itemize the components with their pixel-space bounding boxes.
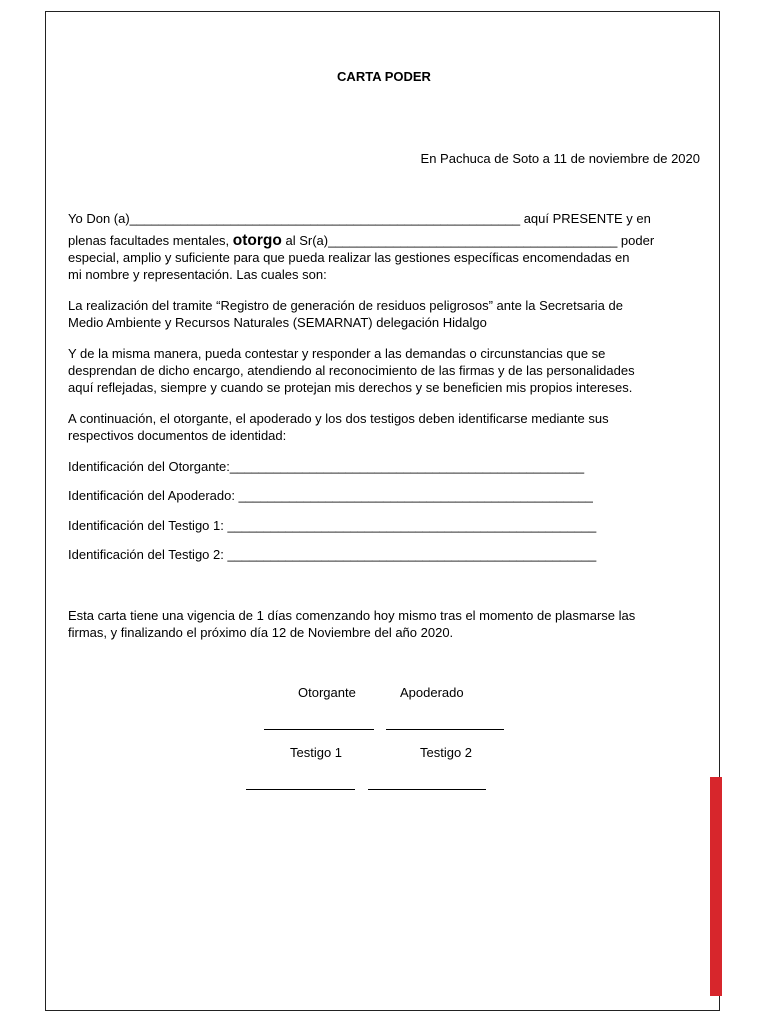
signature-label-testigo-2: Testigo 2 <box>420 745 473 760</box>
field-id-otorgante: Identificación del Otorgante:_________________________________________________ <box>68 459 585 474</box>
grantor-label: Yo Don (a) <box>68 211 130 226</box>
paragraph-procedure <box>68 297 708 331</box>
paragraph-manner-line-1: Y de la misma manera, pueda contestar y responder a las demandas o circunstancias que se <box>68 346 606 361</box>
signature-line-otorgante <box>264 729 374 730</box>
date-line: En Pachuca de Soto a 11 de noviembre de 2020 <box>420 151 700 166</box>
paragraph-manner-line-3: aquí reflejadas, siempre y cuando se protejan mis derechos y se beneficien mis propios intereses. <box>68 380 633 395</box>
signature-label-testigo-1: Testigo 1 <box>290 745 343 760</box>
signature-label-otorgante: Otorgante <box>298 685 356 700</box>
paragraph-validity <box>68 607 708 641</box>
signature-line-testigo-1 <box>246 789 355 790</box>
paragraph-validity-line-2: firmas, y finalizando el próximo día 12 de Noviembre del año 2020. <box>68 625 454 640</box>
field-id-testigo-1: Identificación del Testigo 1: ___________________________________________________ <box>68 518 597 533</box>
paragraph-grant-line-4: mi nombre y representación. Las cuales son: <box>68 267 327 282</box>
otorgo-word: otorgo <box>232 232 282 249</box>
paragraph-manner <box>68 345 708 396</box>
paragraph-grant <box>68 210 708 283</box>
attorney-blank-line: ________________________________________ <box>328 233 618 248</box>
signature-label-apoderado: Apoderado <box>400 685 464 700</box>
field-id-testigo-2: Identificación del Testigo 2: ___________________________________________________ <box>68 547 597 562</box>
paragraph-identification-line-1: A continuación, el otorgante, el apoderado y los dos testigos deben identificarse mediante sus <box>68 411 609 426</box>
grantor-blank-line: ______________________________________________________ <box>129 211 521 226</box>
present-text: aquí PRESENTE y en <box>520 211 651 226</box>
attorney-label: al Sr(a) <box>281 233 329 248</box>
paragraph-grant-line-2 <box>68 232 708 249</box>
document-title: CARTA PODER <box>337 69 431 84</box>
paragraph-identification <box>68 410 708 444</box>
red-accent-bar <box>710 777 722 996</box>
paragraph-identification-line-2: respectivos documentos de identidad: <box>68 428 287 443</box>
poder-text: poder <box>617 233 655 248</box>
faculties-text: plenas facultades mentales, <box>68 233 233 248</box>
field-id-apoderado: Identificación del Apoderado: _________________________________________________ <box>68 488 593 503</box>
paragraph-grant-line-1 <box>68 210 708 227</box>
paragraph-manner-line-2: desprendan de dicho encargo, atendiendo al reconocimiento de las firmas y de las personalidades <box>68 363 635 378</box>
paragraph-procedure-line-2: Medio Ambiente y Recursos Naturales (SEMARNAT) delegación Hidalgo <box>68 315 487 330</box>
paragraph-grant-line-3: especial, amplio y suficiente para que pueda realizar las gestiones específicas encomendadas en <box>68 250 630 265</box>
signature-line-testigo-2 <box>368 789 486 790</box>
paragraph-procedure-line-1: La realización del tramite “Registro de generación de residuos peligrosos” ante la Secretsaria de <box>68 298 623 313</box>
paragraph-validity-line-1: Esta carta tiene una vigencia de 1 días comenzando hoy mismo tras el momento de plasmarse las <box>68 608 636 623</box>
signature-line-apoderado <box>386 729 504 730</box>
